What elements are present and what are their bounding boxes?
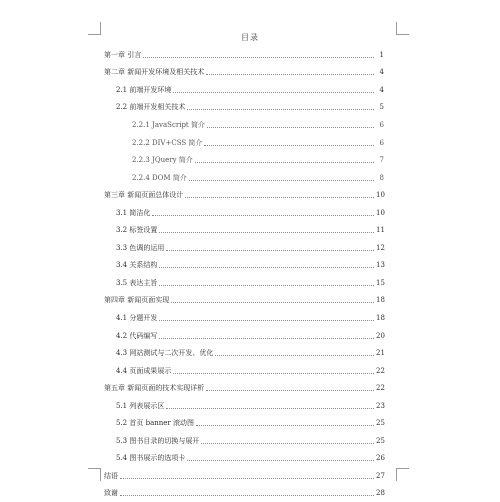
toc-entry-page-number: 23 xyxy=(376,401,385,410)
toc-entry-page-number: 26 xyxy=(376,454,385,463)
dot-leader xyxy=(152,214,374,216)
dot-leader xyxy=(166,407,374,409)
dot-leader xyxy=(215,354,374,356)
toc-entry-page-number: 18 xyxy=(376,313,385,322)
toc-entry[interactable] xyxy=(104,309,384,327)
toc-entry[interactable] xyxy=(104,485,384,502)
dot-leader xyxy=(206,73,374,75)
dot-leader xyxy=(195,161,374,163)
toc-entry-label: 4.4 页面成果展示 xyxy=(116,366,172,375)
toc-entry-label: 2.2.1 JavaScript 简介 xyxy=(132,120,205,129)
toc-entry-label: 致谢 xyxy=(104,489,118,498)
toc-entry[interactable] xyxy=(104,221,384,239)
toc-entry[interactable] xyxy=(104,257,384,275)
toc-entry-label: 3.2 标签设置 xyxy=(116,226,158,235)
toc-entry[interactable] xyxy=(104,81,384,99)
toc-entry-label: 结语 xyxy=(104,471,118,480)
toc-entry[interactable] xyxy=(104,432,384,450)
page-corner-mark xyxy=(396,468,409,481)
dot-leader xyxy=(159,284,374,286)
toc-entry-page-number: 22 xyxy=(376,384,385,393)
toc-entry[interactable] xyxy=(104,116,384,134)
toc-entry-page-number: 7 xyxy=(379,156,384,165)
toc-entry-label: 2.2.2 DIV+CSS 简介 xyxy=(132,138,203,147)
toc-entry-page-number: 4 xyxy=(379,85,384,94)
toc-entry-page-number: 5 xyxy=(379,103,384,112)
toc-entry-page-number: 28 xyxy=(376,489,385,498)
toc-entry-page-number: 25 xyxy=(376,436,385,445)
toc-entry-page-number: 15 xyxy=(376,278,385,287)
toc-entry-label: 3.3 色调的运用 xyxy=(116,243,165,252)
dot-leader xyxy=(187,108,374,110)
toc-entry-label: 5.2 首页 banner 滚动图 xyxy=(116,419,194,428)
toc-entry-page-number: 4 xyxy=(379,68,384,77)
toc-entry[interactable] xyxy=(104,274,384,292)
dot-leader xyxy=(206,389,374,391)
dot-leader xyxy=(120,477,374,479)
dot-leader xyxy=(171,301,374,303)
toc-entry[interactable] xyxy=(104,327,384,345)
toc-entry[interactable] xyxy=(104,169,384,187)
toc-entry[interactable] xyxy=(104,292,384,310)
toc-entry[interactable] xyxy=(104,467,384,485)
toc-entry[interactable] xyxy=(104,99,384,117)
toc-entry-label: 3.1 简洁化 xyxy=(116,208,151,217)
dot-leader xyxy=(159,319,374,321)
toc-entry-page-number: 1 xyxy=(379,50,384,59)
toc-entry[interactable] xyxy=(104,397,384,415)
toc-entry-page-number: 20 xyxy=(376,331,385,340)
toc-entry-page-number: 10 xyxy=(376,191,385,200)
toc-entry[interactable] xyxy=(104,151,384,169)
toc-entry-label: 第一章 引言 xyxy=(104,50,142,59)
dot-leader xyxy=(189,179,374,181)
toc-entry-page-number: 25 xyxy=(376,419,385,428)
toc-entry-page-number: 10 xyxy=(376,208,385,217)
toc-entry-label: 3.4 关系结构 xyxy=(116,261,158,270)
toc-entry[interactable] xyxy=(104,64,384,82)
toc-entry[interactable] xyxy=(104,379,384,397)
toc-entry[interactable] xyxy=(104,239,384,257)
toc-list xyxy=(104,46,384,502)
toc-entry-page-number: 12 xyxy=(376,243,385,252)
dot-leader xyxy=(201,442,374,444)
toc-entry-page-number: 8 xyxy=(379,173,384,182)
dot-leader xyxy=(173,91,374,93)
toc-entry-page-number: 6 xyxy=(379,120,384,129)
toc-entry-label: 4.3 网站测试与二次开发、优化 xyxy=(116,349,214,358)
toc-entry-label: 2.2.4 DOM 简介 xyxy=(132,173,187,182)
toc-entry[interactable] xyxy=(104,46,384,64)
dot-leader xyxy=(159,337,374,339)
toc-entry-label: 第二章 新闻开发环境及相关技术 xyxy=(104,68,205,77)
dot-leader xyxy=(159,266,374,268)
toc-entry-label: 2.2.3 JQuery 简介 xyxy=(132,156,193,165)
page-title: 目录 xyxy=(241,33,259,42)
toc-entry-label: 3.5 表达主旨 xyxy=(116,278,158,287)
toc-entry-label: 2.1 前端开发环境 xyxy=(116,85,172,94)
dot-leader xyxy=(207,126,374,128)
dot-leader xyxy=(143,56,374,58)
toc-entry[interactable] xyxy=(104,344,384,362)
toc-entry[interactable] xyxy=(104,414,384,432)
toc-entry-page-number: 6 xyxy=(379,138,384,147)
toc-entry-page-number: 18 xyxy=(376,296,385,305)
toc-entry-page-number: 13 xyxy=(376,261,385,270)
dot-leader xyxy=(187,459,374,461)
toc-entry-page-number: 11 xyxy=(376,226,385,235)
toc-entry[interactable] xyxy=(104,134,384,152)
toc-entry-label: 第五章 新闻页面的技术实现详析 xyxy=(104,384,205,393)
toc-entry-label: 5.3 图书目录的切换与展开 xyxy=(116,436,200,445)
toc-entry-label: 5.1 列表展示区 xyxy=(116,401,165,410)
dot-leader xyxy=(159,231,374,233)
dot-leader xyxy=(173,372,374,374)
toc-entry[interactable] xyxy=(104,362,384,380)
toc-entry-label: 2.2 前端开发相关技术 xyxy=(116,103,186,112)
dot-leader xyxy=(196,424,374,426)
toc-entry-label: 4.2 代码编写 xyxy=(116,331,158,340)
toc-entry[interactable] xyxy=(104,204,384,222)
toc-entry[interactable] xyxy=(104,450,384,468)
toc-entry-page-number: 27 xyxy=(376,471,385,480)
toc-entry-label: 5.4 图书展示的选项卡 xyxy=(116,454,186,463)
toc-entry-label: 第三章 新闻页面总体设计 xyxy=(104,191,184,200)
dot-leader xyxy=(166,249,374,251)
toc-entry-label: 第四章 新闻页面实现 xyxy=(104,296,170,305)
toc-entry[interactable] xyxy=(104,186,384,204)
page-corner-mark xyxy=(88,468,101,481)
dot-leader xyxy=(120,494,374,496)
dot-leader xyxy=(185,196,374,198)
toc-entry-page-number: 21 xyxy=(376,349,385,358)
toc-entry-label: 4.1 分题开发 xyxy=(116,313,158,322)
dot-leader xyxy=(204,144,374,146)
toc-entry-page-number: 22 xyxy=(376,366,385,375)
